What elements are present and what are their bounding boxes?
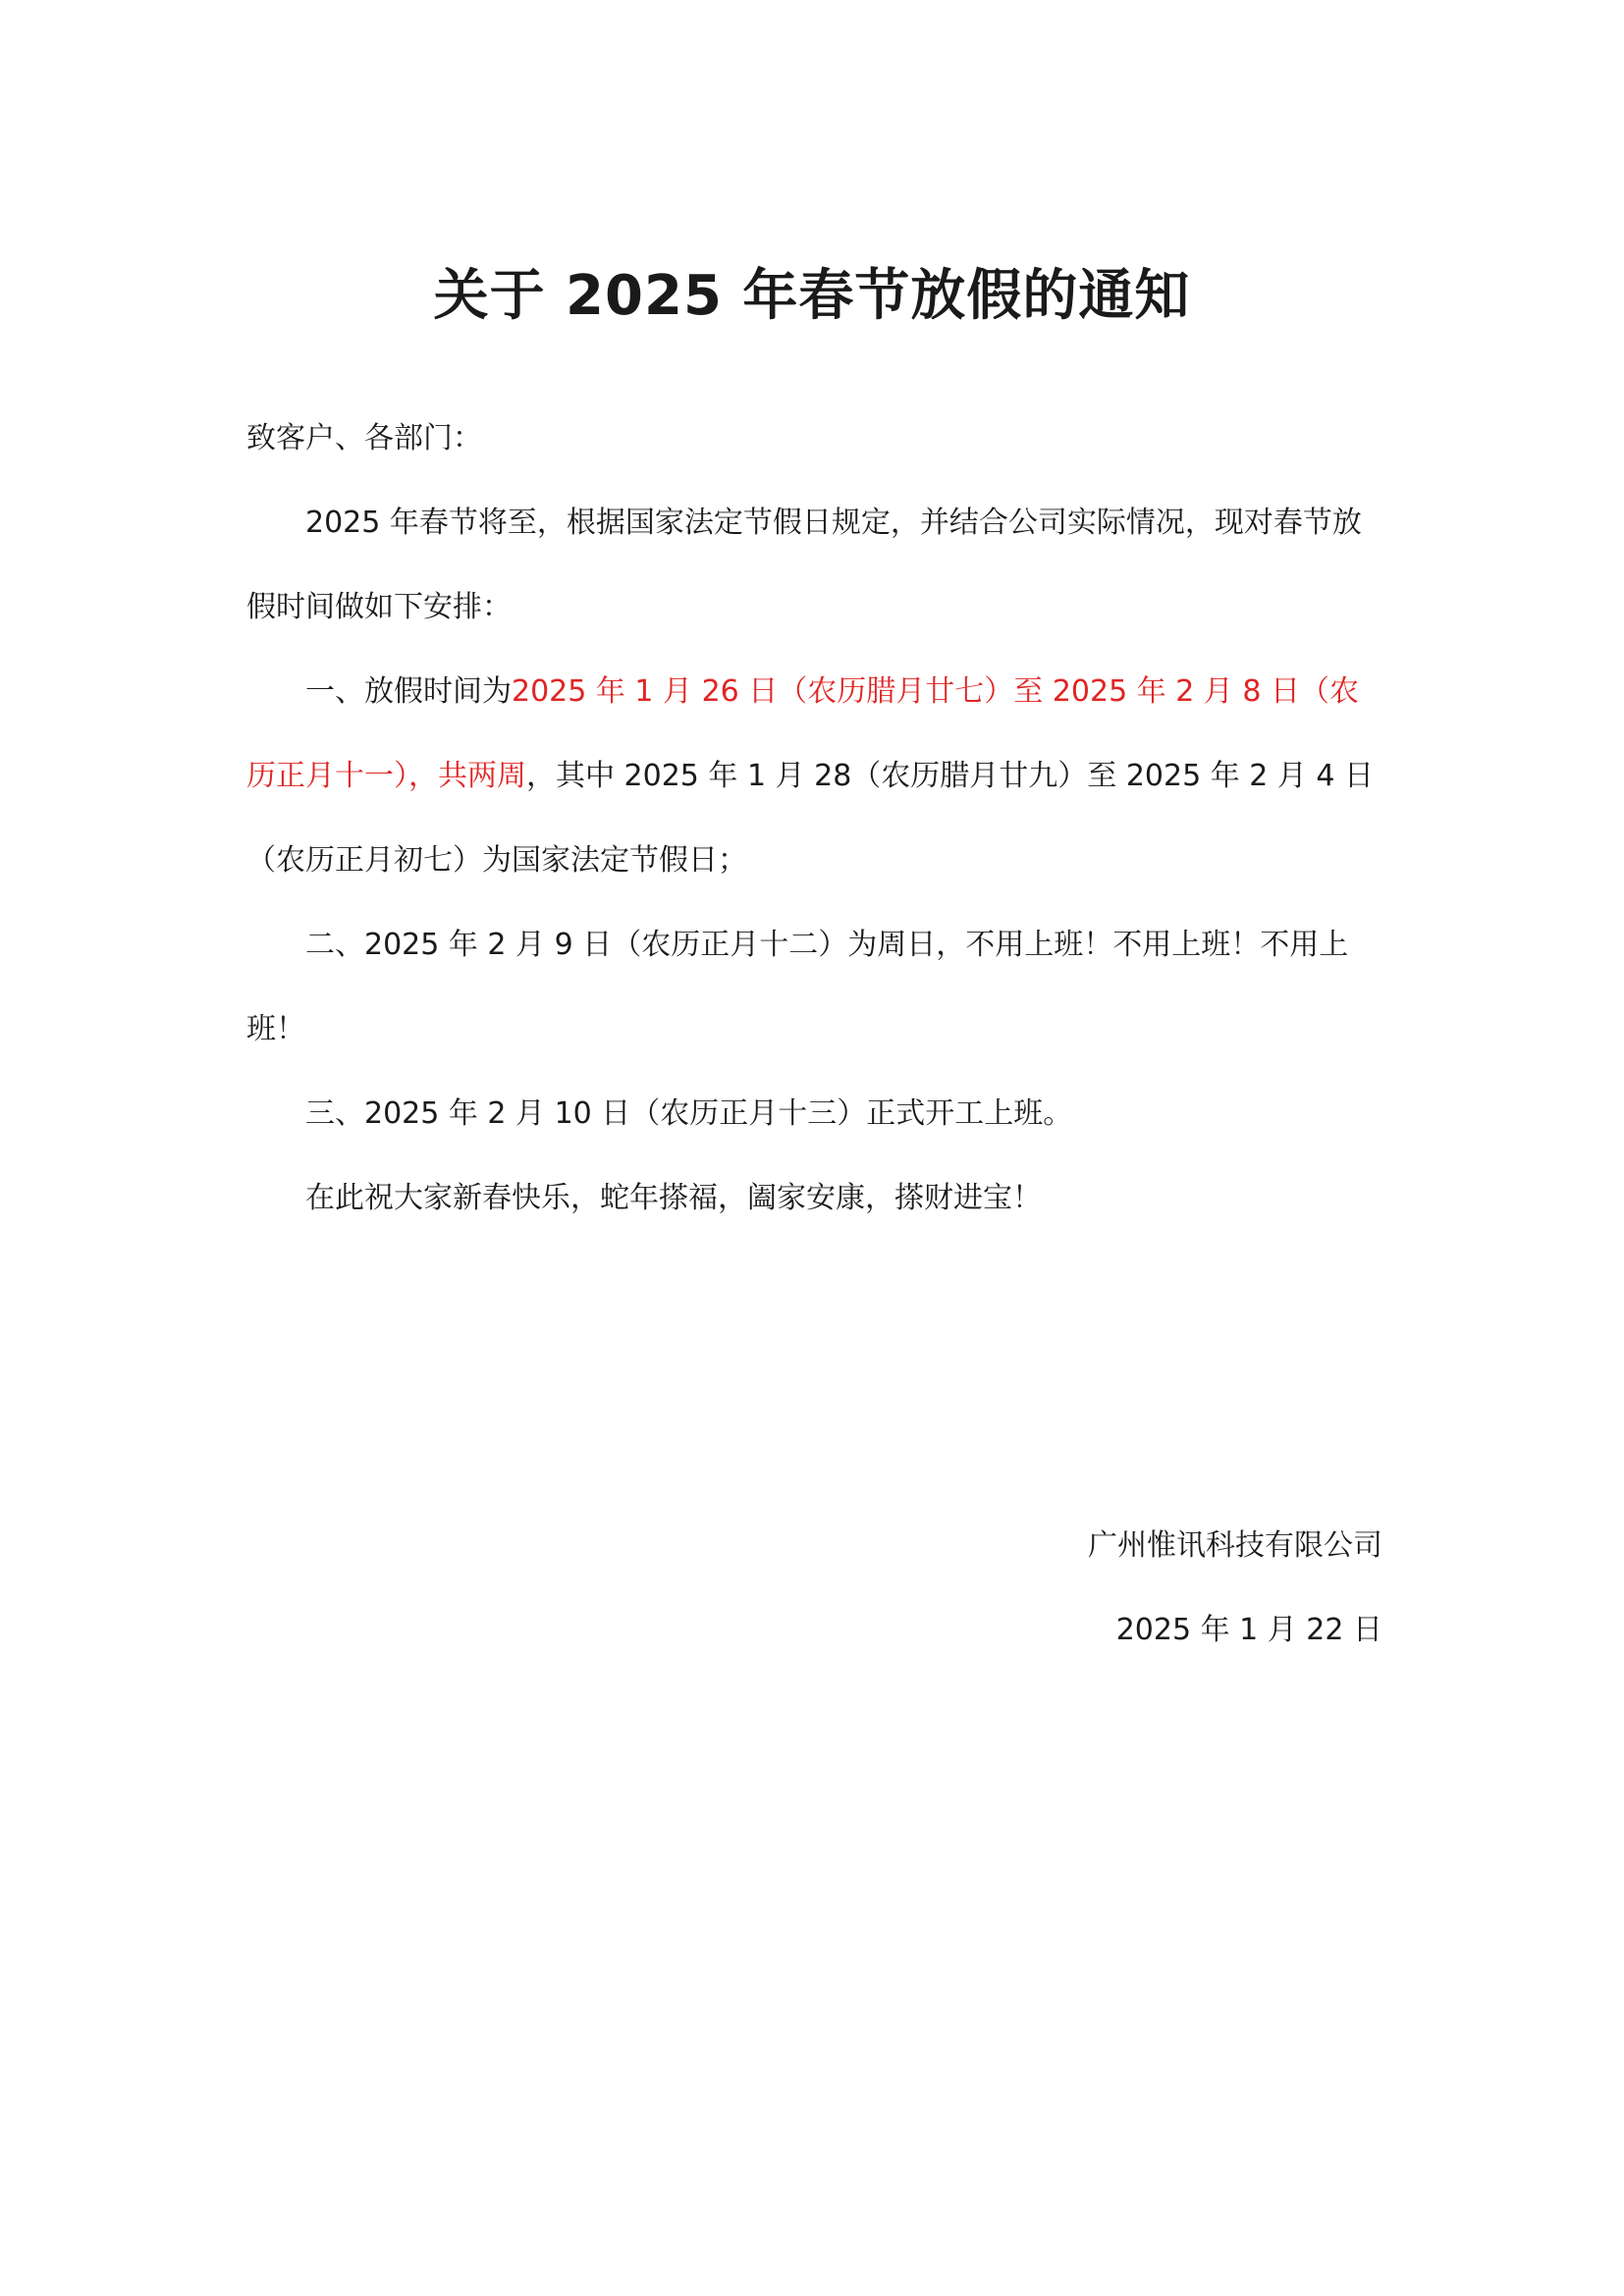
item-1-suffix: ，其中 2025 年 1 月 28（农历腊月廿九）至 2025 年 2 月 4 日（农历正月初七）为国家法定节假日；: [246, 759, 1375, 878]
item-1-paragraph: [246, 650, 1385, 903]
holiday-period-highlight: 2025 年 1 月 26 日（农历腊月廿七）至 2025 年 2 月 8 日（农历正月十一），共两周: [246, 674, 1360, 793]
blessing-paragraph: 在此祝大家新春快乐，蛇年搽福，阖家安康，搽财进宝！: [305, 1181, 1042, 1215]
item-2-paragraph: 二、2025 年 2 月 9 日（农历正月十二）为周日，不用上班！不用上班！不用上班！: [246, 928, 1349, 1046]
item-1-prefix: 一、放假时间为: [305, 674, 512, 709]
intro-paragraph: 2025 年春节将至，根据国家法定节假日规定，并结合公司实际情况，现对春节放假时间做如下安排：: [246, 506, 1362, 624]
signature-date: 2025 年 1 月 22 日: [1115, 1613, 1382, 1647]
page-title: 关于 2025 年春节放假的通知: [433, 264, 1191, 328]
signature-company: 广州惟讯科技有限公司: [1088, 1528, 1382, 1563]
salutation: 致客户、各部门：: [246, 421, 482, 455]
item-3-paragraph: 三、2025 年 2 月 10 日（农历正月十三）正式开工上班。: [305, 1096, 1073, 1131]
